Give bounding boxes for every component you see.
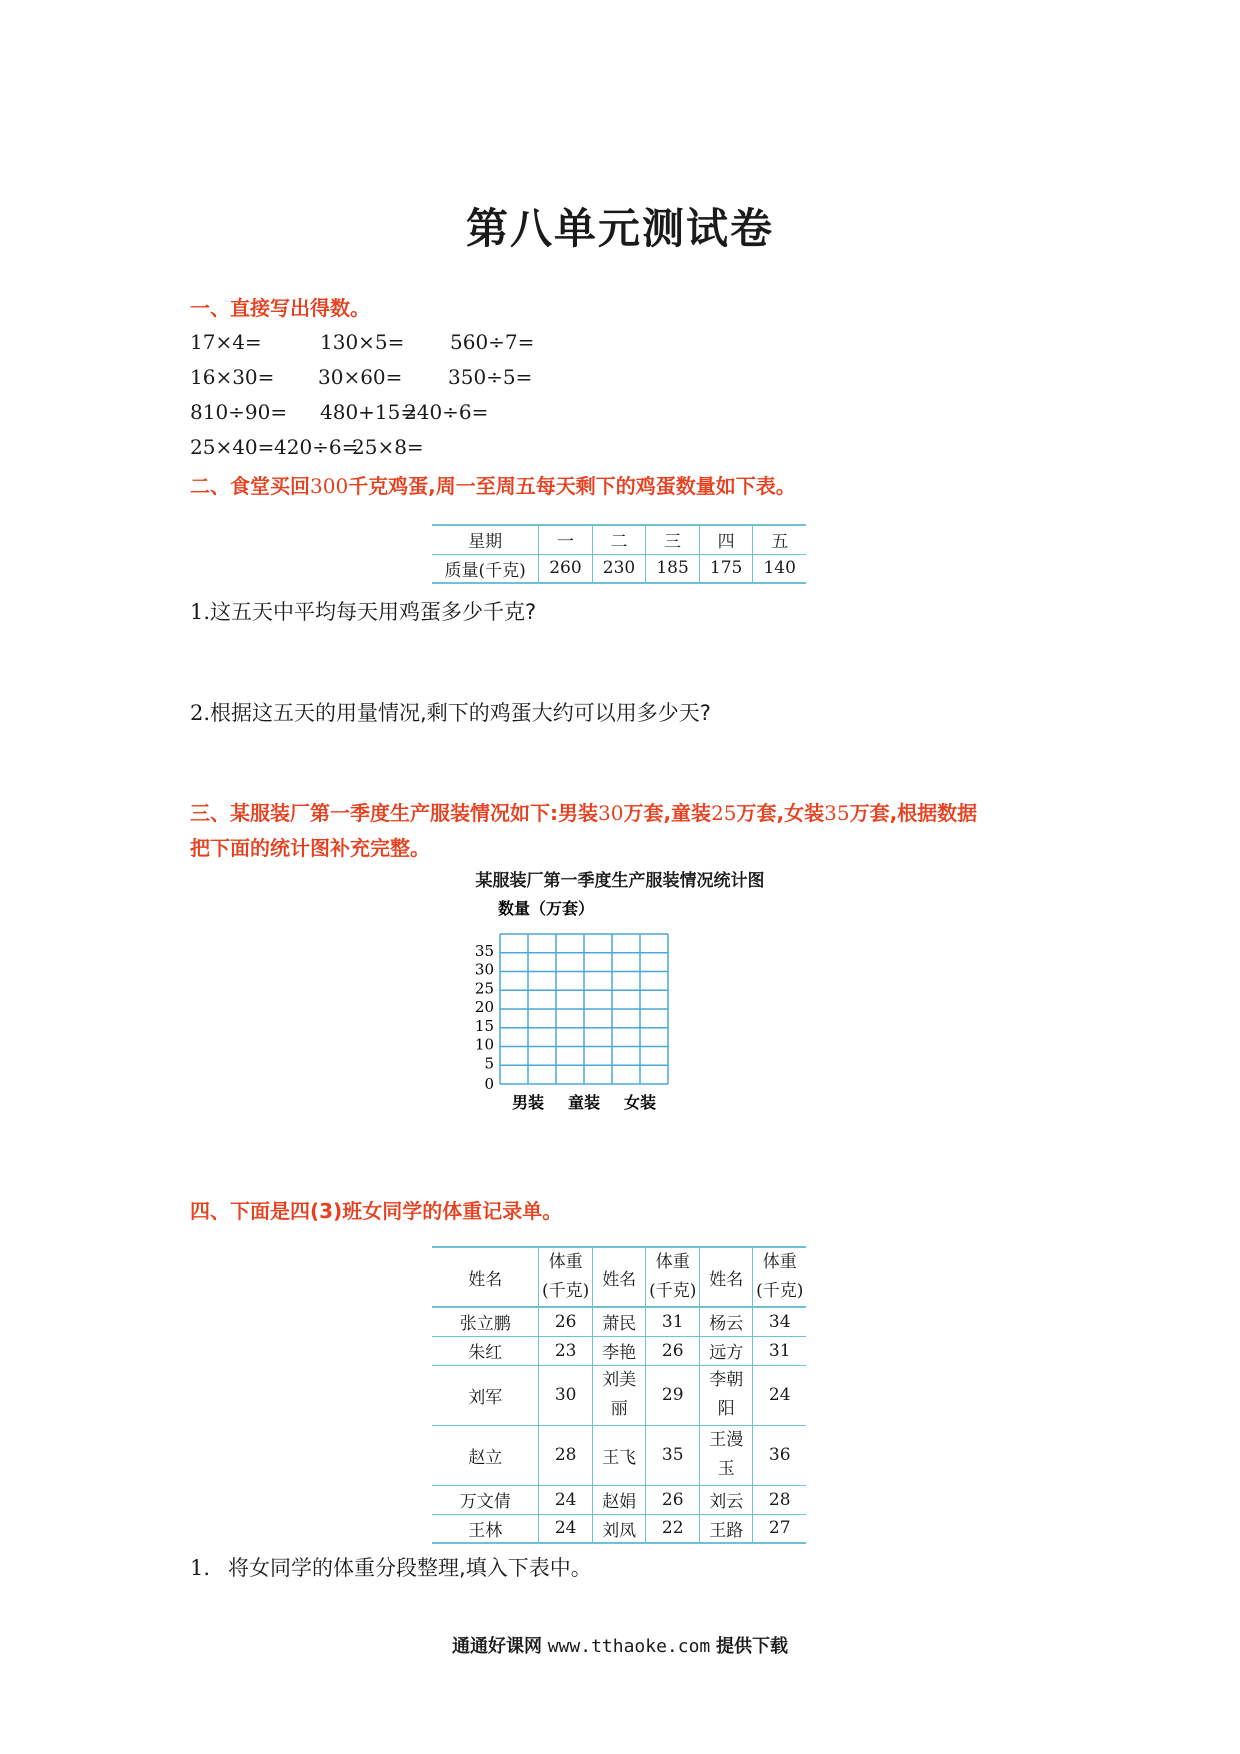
weight-table <box>432 1246 806 1544</box>
header-cell: 姓名 <box>592 1247 646 1307</box>
table-row <box>432 1365 806 1425</box>
section3-text: 万套,女装 <box>736 801 825 825</box>
table-cell: 王林 <box>432 1514 539 1543</box>
header-cell <box>753 1247 806 1307</box>
section3-text: 万套,童装 <box>623 801 712 825</box>
exercise: 25×8= <box>352 435 424 459</box>
exercise: 130×5= <box>320 330 405 354</box>
exercise: 30×60= <box>318 365 403 389</box>
table-cell: 五 <box>753 525 806 554</box>
table-cell: 26 <box>539 1307 593 1336</box>
table-cell: 24 <box>539 1514 593 1543</box>
table-cell: 175 <box>699 554 753 583</box>
table-cell: 张立鹏 <box>432 1307 539 1336</box>
exercise-row <box>190 400 488 424</box>
exercise: 560÷7= <box>450 330 535 354</box>
x-category-label: 女装 <box>623 1093 657 1112</box>
y-tick-label: 35 <box>474 941 494 960</box>
table-cell: 刘美丽 <box>592 1365 646 1425</box>
table-cell: 朱红 <box>432 1336 539 1365</box>
bar-chart <box>460 892 780 1112</box>
table-cell: 140 <box>753 554 806 583</box>
header-line: 体重 <box>655 1252 690 1272</box>
table-header-row <box>432 1247 806 1307</box>
section3-text: 三、某服装厂第一季度生产服装情况如下:男装 <box>190 801 598 825</box>
header-cell: 姓名 <box>699 1247 753 1307</box>
y-tick-labels <box>475 942 494 1093</box>
page-title: 第八单元测试卷 <box>465 204 774 253</box>
table-cell: 王漫玉 <box>699 1425 753 1485</box>
table-cell: 31 <box>646 1307 700 1336</box>
table-cell: 一 <box>539 525 593 554</box>
table-cell: 22 <box>646 1514 700 1543</box>
header-line: (千克) <box>756 1281 804 1301</box>
table-cell: 185 <box>646 554 700 583</box>
footer-site-name: 通通好课网 <box>451 1636 542 1657</box>
table-cell: 远方 <box>699 1336 753 1365</box>
y-tick-label: 15 <box>474 1016 494 1035</box>
y-tick-label: 5 <box>484 1054 494 1073</box>
section3-number: 35 <box>824 801 850 825</box>
header-cell <box>539 1247 593 1307</box>
table-row <box>432 1336 806 1365</box>
table-cell: 王飞 <box>592 1425 646 1485</box>
exercise: 240÷6= <box>404 400 489 424</box>
exercise: 25×40= <box>190 435 275 459</box>
table-cell: 刘凤 <box>592 1514 646 1543</box>
table-cell: 萧民 <box>592 1307 646 1336</box>
header-line: 体重 <box>548 1252 583 1272</box>
table-cell: 23 <box>539 1336 593 1365</box>
question-2 <box>190 697 711 727</box>
exercise-row <box>190 330 534 354</box>
x-category-label: 童装 <box>567 1093 601 1112</box>
section2-heading-number: 300 <box>310 474 349 498</box>
table-cell: 27 <box>753 1514 806 1543</box>
table-cell: 24 <box>753 1365 806 1425</box>
x-category-label: 男装 <box>511 1093 545 1112</box>
table-cell: 星期 <box>432 525 539 554</box>
section3-heading-line2: 把下面的统计图补充完整。 <box>190 836 430 860</box>
table-cell: 四 <box>699 525 753 554</box>
section1-heading: 一、直接写出得数。 <box>190 296 370 320</box>
section3-number: 30 <box>598 801 624 825</box>
question-number: 1. <box>190 1556 211 1580</box>
table-cell: 刘军 <box>432 1365 539 1425</box>
exercise: 480+15= <box>320 400 418 424</box>
y-tick-label: 25 <box>474 979 494 998</box>
exercise: 420÷6= <box>274 435 359 459</box>
table-cell: 杨云 <box>699 1307 753 1336</box>
table-cell: 28 <box>539 1425 593 1485</box>
table-cell: 李艳 <box>592 1336 646 1365</box>
footer-suffix: 提供下载 <box>716 1636 789 1657</box>
table-row <box>432 1307 806 1336</box>
y-tick-label: 10 <box>474 1035 494 1054</box>
table-cell: 230 <box>592 554 646 583</box>
table-cell: 二 <box>592 525 646 554</box>
exercise: 810÷90= <box>190 400 288 424</box>
table-cell: 35 <box>646 1425 700 1485</box>
table-cell: 36 <box>753 1425 806 1485</box>
header-cell <box>646 1247 700 1307</box>
table-cell: 34 <box>753 1307 806 1336</box>
table-cell: 260 <box>539 554 593 583</box>
exercise-row <box>190 435 424 459</box>
table-cell: 刘云 <box>699 1485 753 1514</box>
table-cell: 李朝阳 <box>699 1365 753 1425</box>
table-cell: 万文倩 <box>432 1485 539 1514</box>
table-cell: 三 <box>646 525 700 554</box>
table-cell: 24 <box>539 1485 593 1514</box>
question-text: 根据这五天的用量情况,剩下的鸡蛋大约可以用多少天? <box>210 701 711 725</box>
table-cell: 30 <box>539 1365 593 1425</box>
y-axis-label: 数量（万套） <box>498 899 595 918</box>
chart-title: 某服装厂第一季度生产服装情况统计图 <box>475 871 765 891</box>
section4-heading: 四、下面是四(3)班女同学的体重记录单。 <box>190 1199 563 1223</box>
egg-table <box>432 524 806 584</box>
section3-number: 25 <box>711 801 737 825</box>
table-cell: 26 <box>646 1336 700 1365</box>
table-row <box>432 1425 806 1485</box>
table-row <box>432 1514 806 1543</box>
table-cell: 赵立 <box>432 1425 539 1485</box>
table-row <box>432 525 806 554</box>
exercise-row <box>190 365 532 389</box>
table-cell: 31 <box>753 1336 806 1365</box>
table-cell: 29 <box>646 1365 700 1425</box>
exercise: 17×4= <box>190 330 262 354</box>
question-number: 1. <box>190 600 211 624</box>
header-cell: 姓名 <box>432 1247 539 1307</box>
footer-url[interactable]: www.tthaoke.com <box>547 1636 711 1657</box>
header-line: 体重 <box>762 1252 797 1272</box>
section2-heading-part: 二、食堂买回 <box>190 474 310 498</box>
question-number: 2. <box>190 701 211 725</box>
page-footer <box>0 1632 1240 1658</box>
section2-heading-part: 千克鸡蛋,周一至周五每天剩下的鸡蛋数量如下表。 <box>348 474 796 498</box>
x-category-labels <box>512 1093 656 1112</box>
section3-heading-line1 <box>190 797 977 826</box>
table-cell: 王路 <box>699 1514 753 1543</box>
header-line: (千克) <box>649 1281 697 1301</box>
exercise: 16×30= <box>190 365 275 389</box>
header-line: (千克) <box>542 1281 590 1301</box>
y-tick-label: 0 <box>484 1075 494 1093</box>
question-1 <box>190 596 536 626</box>
y-tick-label: 30 <box>474 960 494 979</box>
table-row <box>432 554 806 583</box>
y-tick-label: 20 <box>474 998 494 1016</box>
exercise: 350÷5= <box>448 365 533 389</box>
section4-question-1 <box>190 1552 592 1582</box>
section3-text: 万套,根据数据 <box>849 801 978 825</box>
table-row <box>432 1485 806 1514</box>
question-text: 这五天中平均每天用鸡蛋多少千克? <box>210 600 537 624</box>
table-cell: 26 <box>646 1485 700 1514</box>
table-cell: 28 <box>753 1485 806 1514</box>
question-text: 将女同学的体重分段整理,填入下表中。 <box>228 1556 592 1580</box>
table-cell: 赵娟 <box>592 1485 646 1514</box>
chart-grid <box>500 934 668 1084</box>
section2-heading <box>190 470 796 499</box>
table-cell: 质量(千克) <box>432 554 539 583</box>
